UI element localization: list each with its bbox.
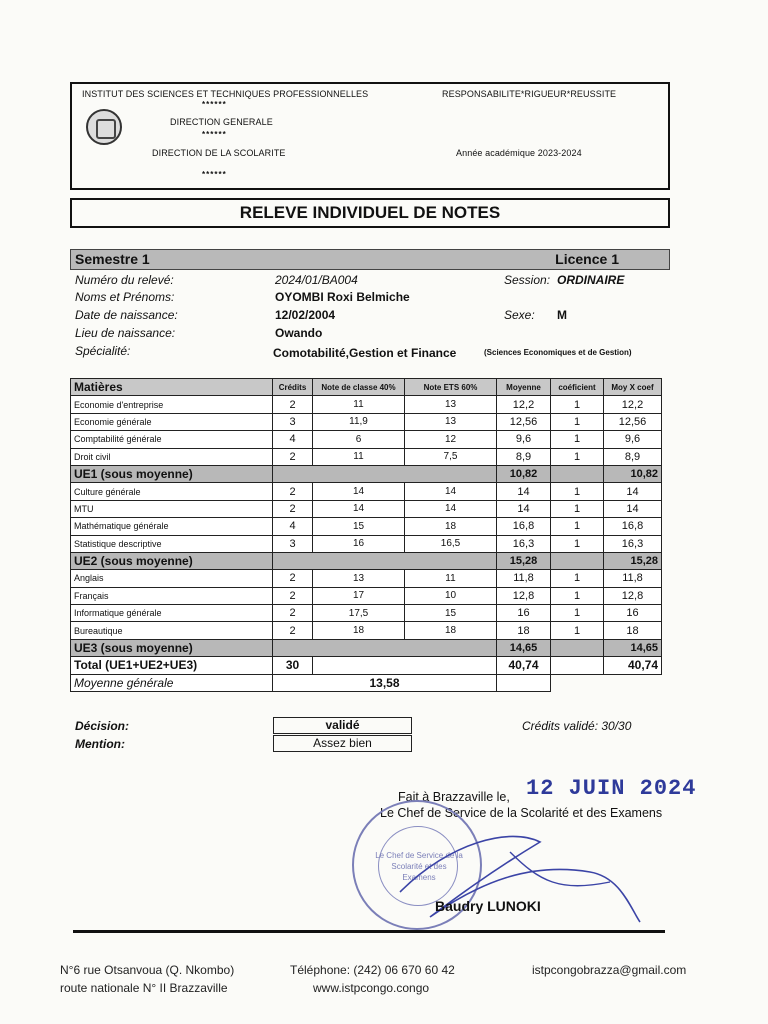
naissance-label: Date de naissance: (75, 308, 178, 322)
credits-cell: 2 (273, 622, 313, 639)
numero-label: Numéro du relevé: (75, 273, 174, 287)
moyenne-generale-value: 13,58 (273, 674, 497, 691)
coefficient-cell: 1 (551, 431, 604, 448)
header-note-classe: Note de classe 40% (313, 379, 405, 396)
footer-phone: Téléphone: (242) 06 670 60 42 (290, 963, 455, 977)
note-classe-cell: 11 (313, 448, 405, 465)
total-label: Total (UE1+UE2+UE3) (71, 657, 273, 674)
header-coefficient: coéficient (551, 379, 604, 396)
coefficient-cell: 1 (551, 587, 604, 604)
footer-divider (73, 930, 665, 933)
table-row (71, 587, 662, 604)
credits-cell: 2 (273, 587, 313, 604)
coefficient-cell: 1 (551, 518, 604, 535)
subtotal-row (71, 639, 662, 656)
header-credits: Crédits (273, 379, 313, 396)
subtotal-label: UE2 (sous moyenne) (71, 552, 273, 569)
direction-generale: DIRECTION GENERALE (170, 117, 273, 127)
empty-cell (551, 552, 604, 569)
table-row (71, 431, 662, 448)
moy-x-coef-cell: 14 (604, 483, 662, 500)
stars-2: ****** (202, 130, 227, 139)
grades-table (70, 378, 662, 692)
academic-year: Année académique 2023-2024 (456, 148, 582, 158)
moy-x-coef-cell: 12,2 (604, 396, 662, 413)
table-row (71, 448, 662, 465)
subtotal-moyenne: 10,82 (497, 465, 551, 482)
empty-cell (273, 465, 497, 482)
stars-1: ****** (202, 100, 227, 109)
note-ets-cell: 7,5 (405, 448, 497, 465)
empty-cell (273, 552, 497, 569)
semester-band (70, 249, 670, 270)
stamp-text: Le Chef de Service de la Scolarité et des Examens (375, 851, 463, 882)
credits-cell: 3 (273, 535, 313, 552)
moyenne-cell: 8,9 (497, 448, 551, 465)
moyenne-generale-label: Moyenne générale (71, 674, 273, 691)
subject-name: MTU (71, 500, 273, 517)
moyenne-cell: 16,8 (497, 518, 551, 535)
subtotal-moyenne: 15,28 (497, 552, 551, 569)
note-ets-cell: 14 (405, 483, 497, 500)
moyenne-cell: 16 (497, 605, 551, 622)
moyenne-cell: 14 (497, 500, 551, 517)
note-classe-cell: 11 (313, 396, 405, 413)
table-row (71, 518, 662, 535)
subject-name: Droit civil (71, 448, 273, 465)
credits-cell: 2 (273, 483, 313, 500)
table-row (71, 570, 662, 587)
coefficient-cell: 1 (551, 413, 604, 430)
decision-label: Décision: (75, 719, 130, 733)
note-classe-cell: 16 (313, 535, 405, 552)
note-ets-cell: 15 (405, 605, 497, 622)
note-classe-cell: 14 (313, 500, 405, 517)
total-credits: 30 (273, 657, 313, 674)
sexe-label: Sexe: (504, 308, 535, 322)
moy-x-coef-cell: 18 (604, 622, 662, 639)
header-moyenne: Moyenne (497, 379, 551, 396)
note-ets-cell: 12 (405, 431, 497, 448)
total-row (71, 657, 662, 674)
table-row (71, 483, 662, 500)
note-classe-cell: 6 (313, 431, 405, 448)
table-header-row (71, 379, 662, 396)
moyenne-cell: 14 (497, 483, 551, 500)
institute-name: INSTITUT DES SCIENCES ET TECHNIQUES PROFESSIONNELLES (82, 89, 369, 99)
session-label: Session: (504, 273, 551, 287)
credits-cell: 2 (273, 605, 313, 622)
moy-x-coef-cell: 16,8 (604, 518, 662, 535)
credits-cell: 2 (273, 570, 313, 587)
moyenne-cell: 12,56 (497, 413, 551, 430)
subtotal-moy-x-coef: 14,65 (604, 639, 662, 656)
subject-name: Statistique descriptive (71, 535, 273, 552)
note-ets-cell: 13 (405, 396, 497, 413)
coefficient-cell: 1 (551, 396, 604, 413)
note-classe-cell: 17,5 (313, 605, 405, 622)
footer-address-2: route nationale N° II Brazzaville (60, 981, 228, 995)
moyenne-cell: 11,8 (497, 570, 551, 587)
specialite-label: Spécialité: (75, 344, 131, 358)
subtotal-moyenne: 14,65 (497, 639, 551, 656)
naissance-value: 12/02/2004 (275, 308, 336, 322)
coefficient-cell: 1 (551, 605, 604, 622)
note-ets-cell: 16,5 (405, 535, 497, 552)
credits-cell: 4 (273, 518, 313, 535)
total-moyenne: 40,74 (497, 657, 551, 674)
moy-x-coef-cell: 16 (604, 605, 662, 622)
subject-name: Economie d'entreprise (71, 396, 273, 413)
credits-validated: Crédits validé: 30/30 (522, 719, 632, 733)
signature-place: Fait à Brazzaville le, (398, 790, 510, 804)
page-title: RELEVE INDIVIDUEL DE NOTES (70, 198, 670, 228)
subject-name: Anglais (71, 570, 273, 587)
note-ets-cell: 18 (405, 518, 497, 535)
numero-value: 2024/01/BA004 (275, 273, 358, 287)
empty-cell (551, 657, 604, 674)
empty-cell (551, 674, 662, 691)
coefficient-cell: 1 (551, 448, 604, 465)
note-ets-cell: 11 (405, 570, 497, 587)
signatory-name: Baudry LUNOKI (435, 898, 541, 914)
specialite-value: Comotabilité,Gestion et Finance (273, 346, 457, 360)
moy-x-coef-cell: 16,3 (604, 535, 662, 552)
empty-cell (313, 657, 497, 674)
table-row (71, 605, 662, 622)
header-moy-x-coef: Moy X coef (604, 379, 662, 396)
sexe-value: M (557, 308, 567, 322)
signature-date-stamp: 12 JUIN 2024 (526, 776, 697, 801)
table-row (71, 396, 662, 413)
decision-value: validé (273, 717, 412, 734)
table-row (71, 413, 662, 430)
moy-x-coef-cell: 8,9 (604, 448, 662, 465)
note-classe-cell: 11,9 (313, 413, 405, 430)
handwritten-signature-icon (390, 822, 660, 932)
mention-value: Assez bien (273, 735, 412, 752)
lieu-value: Owando (275, 326, 323, 340)
note-classe-cell: 17 (313, 587, 405, 604)
subtotal-label: UE1 (sous moyenne) (71, 465, 273, 482)
subject-name: Comptabilité générale (71, 431, 273, 448)
moy-x-coef-cell: 12,56 (604, 413, 662, 430)
subject-name: Informatique générale (71, 605, 273, 622)
header-matieres: Matières (71, 379, 273, 396)
empty-cell (497, 674, 551, 691)
level-label: Licence 1 (555, 251, 619, 267)
footer-email[interactable]: istpcongobrazza@gmail.com (532, 963, 687, 977)
semester-label: Semestre 1 (75, 251, 150, 267)
subject-name: Culture générale (71, 483, 273, 500)
direction-scolarite: DIRECTION DE LA SCOLARITE (152, 148, 286, 158)
faculte-value: (Sciences Economiques et de Gestion) (484, 348, 632, 357)
empty-cell (551, 639, 604, 656)
coefficient-cell: 1 (551, 535, 604, 552)
empty-cell (551, 465, 604, 482)
moy-x-coef-cell: 9,6 (604, 431, 662, 448)
credits-cell: 2 (273, 396, 313, 413)
moyenne-cell: 12,8 (497, 587, 551, 604)
subtotal-moy-x-coef: 15,28 (604, 552, 662, 569)
coefficient-cell: 1 (551, 500, 604, 517)
note-ets-cell: 14 (405, 500, 497, 517)
note-ets-cell: 13 (405, 413, 497, 430)
coefficient-cell: 1 (551, 570, 604, 587)
total-moy-x-coef: 40,74 (604, 657, 662, 674)
subject-name: Français (71, 587, 273, 604)
table-row (71, 622, 662, 639)
footer-website[interactable]: www.istpcongo.congo (313, 981, 430, 995)
empty-cell (273, 639, 497, 656)
coefficient-cell: 1 (551, 622, 604, 639)
note-ets-cell: 18 (405, 622, 497, 639)
footer-address-1: N°6 rue Otsanvoua (Q. Nkombo) (60, 963, 235, 977)
moyenne-cell: 12,2 (497, 396, 551, 413)
credits-cell: 4 (273, 431, 313, 448)
stars-3: ****** (202, 170, 227, 179)
signature-role: Le Chef de Service de la Scolarité et des Examens (380, 806, 663, 820)
subtotal-label: UE3 (sous moyenne) (71, 639, 273, 656)
table-row (71, 500, 662, 517)
header-note-ets: Note ETS 60% (405, 379, 497, 396)
moy-x-coef-cell: 11,8 (604, 570, 662, 587)
note-classe-cell: 18 (313, 622, 405, 639)
moyenne-cell: 9,6 (497, 431, 551, 448)
subject-name: Mathématique générale (71, 518, 273, 535)
credits-cell: 2 (273, 500, 313, 517)
note-ets-cell: 10 (405, 587, 497, 604)
mention-label: Mention: (75, 737, 125, 751)
subtotal-row (71, 552, 662, 569)
subject-name: Economie générale (71, 413, 273, 430)
moyenne-cell: 16,3 (497, 535, 551, 552)
note-classe-cell: 14 (313, 483, 405, 500)
noms-value: OYOMBI Roxi Belmiche (275, 290, 410, 304)
subtotal-row (71, 465, 662, 482)
header-box (70, 82, 670, 190)
table-row (71, 535, 662, 552)
note-classe-cell: 13 (313, 570, 405, 587)
institute-logo-icon (86, 109, 122, 145)
session-value: ORDINAIRE (557, 273, 625, 287)
credits-cell: 2 (273, 448, 313, 465)
subtotal-moy-x-coef: 10,82 (604, 465, 662, 482)
moyenne-cell: 18 (497, 622, 551, 639)
lieu-label: Lieu de naissance: (75, 326, 176, 340)
motto: RESPONSABILITE*RIGUEUR*REUSSITE (442, 89, 617, 99)
moy-x-coef-cell: 14 (604, 500, 662, 517)
moy-x-coef-cell: 12,8 (604, 587, 662, 604)
coefficient-cell: 1 (551, 483, 604, 500)
note-classe-cell: 15 (313, 518, 405, 535)
subject-name: Bureautique (71, 622, 273, 639)
noms-label: Noms et Prénoms: (75, 290, 175, 304)
credits-cell: 3 (273, 413, 313, 430)
moyenne-generale-row (71, 674, 662, 691)
